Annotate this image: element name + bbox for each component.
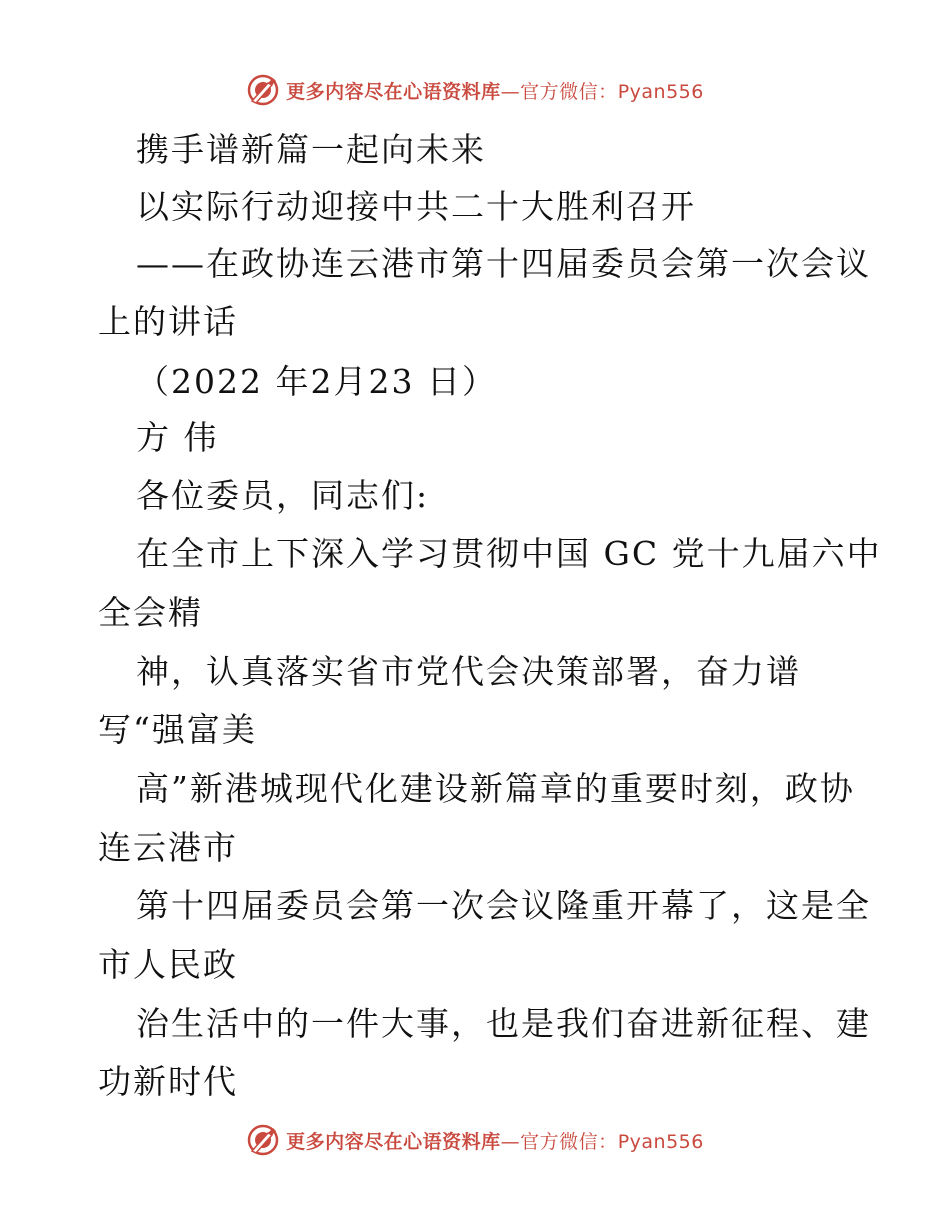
body-line-3: 神，认真落实省市党代会决策部署，奋力谱 xyxy=(136,652,801,691)
title-line-2: 以实际行动迎接中共二十大胜利召开 xyxy=(136,187,696,226)
body-line-1: 在全市上下深入学习贯彻中国 GC 党十九届六中 xyxy=(136,534,882,573)
header-watermark xyxy=(0,70,950,110)
watermark-official-label: 官方微信： xyxy=(520,80,618,103)
body-line-8: 市人民政 xyxy=(98,945,238,984)
body-line-4: 写“强富美 xyxy=(98,710,257,749)
watermark-id: Pyan556 xyxy=(617,80,704,103)
body-line-7: 第十四届委员会第一次会议隆重开幕了，这是全 xyxy=(136,886,871,925)
salutation-line: 各位委员，同志们: xyxy=(136,476,430,515)
body-line-10: 功新时代 xyxy=(98,1062,238,1101)
watermark-official-label: 官方微信： xyxy=(520,1130,618,1153)
body-line-9: 治生活中的一件大事，也是我们奋进新征程、建 xyxy=(136,1004,871,1043)
watermark-main-text: 更多内容尽在心语资料库 xyxy=(286,1130,501,1153)
body-line-5: 高”新港城现代化建设新篇章的重要时刻，政协 xyxy=(136,769,855,808)
subtitle-line-1: ——在政协连云港市第十四届委员会第一次会议 xyxy=(136,244,871,283)
footer-watermark xyxy=(0,1120,950,1160)
subtitle-line-2: 上的讲话 xyxy=(98,302,238,341)
watermark-separator: — xyxy=(500,80,521,103)
watermark-separator: — xyxy=(500,1130,521,1153)
watermark-main-text: 更多内容尽在心语资料库 xyxy=(286,80,501,103)
pen-logo-icon xyxy=(246,1123,280,1157)
date-line: （2022 年2月23 日） xyxy=(136,362,497,401)
watermark-id: Pyan556 xyxy=(617,1130,704,1153)
body-line-6: 连云港市 xyxy=(98,828,238,867)
pen-logo-icon xyxy=(246,73,280,107)
title-line-1: 携手谱新篇一起向未来 xyxy=(136,130,486,169)
author-line: 方 伟 xyxy=(136,418,219,457)
body-line-2: 全会精 xyxy=(98,593,203,632)
